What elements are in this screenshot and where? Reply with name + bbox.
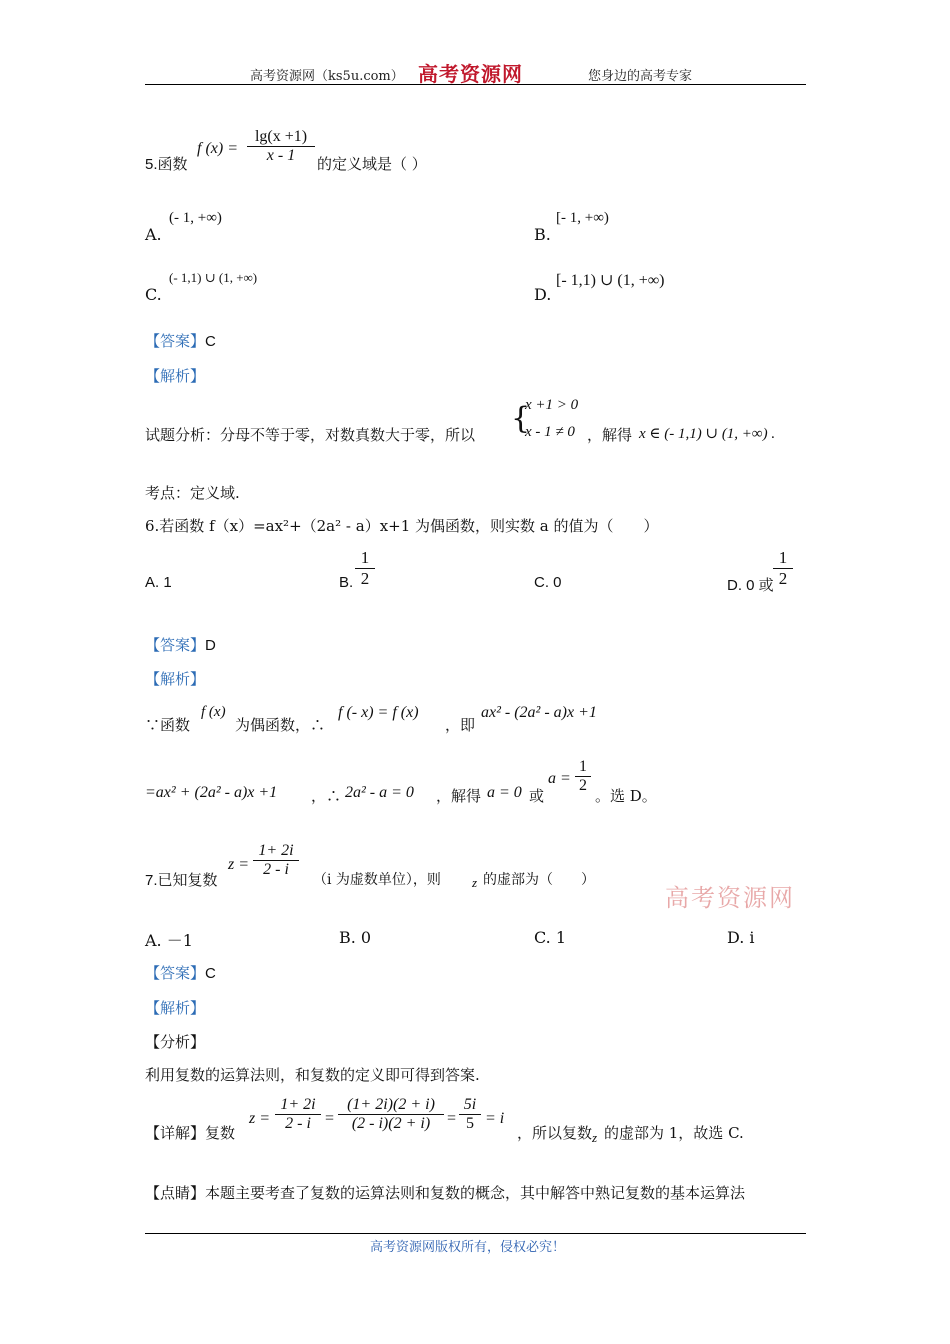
footer-rule <box>145 1233 806 1234</box>
q7-detail-den1: 2 - i <box>275 1114 321 1133</box>
q7-dianjing: 【点睛】本题主要考查了复数的运算法则和复数的概念，其中解答中熟记复数的基本运算法 <box>145 1184 746 1202</box>
q5-solve-result: x ∈ (- 1,1) ∪ (1, +∞) . <box>639 426 776 442</box>
q7-detail-fraction-1 <box>275 1096 321 1133</box>
q7-detail-eq: = <box>325 1110 335 1127</box>
q7-fraction <box>253 842 299 879</box>
q5-den: x - 1 <box>247 146 315 165</box>
q6-line1-b: 为偶函数，∴ <box>235 716 326 734</box>
q7-detail-den2: (2 - i)(2 + i) <box>338 1114 444 1133</box>
q6-line2-eq: 2a² - a = 0 <box>345 784 414 801</box>
q5-system-line2: x - 1 ≠ 0 <box>525 424 575 440</box>
q7-analysis-tag: 【解析】 <box>145 999 206 1017</box>
header-left: 高考资源网（ks5u.com） <box>250 69 404 84</box>
q7-den: 2 - i <box>253 860 299 879</box>
q5-suffix: 的定义域是（ ） <box>317 155 427 173</box>
q6-line1-fx: f (x) <box>201 704 226 720</box>
q7-fenxi-text: 利用复数的运算法则，和复数的定义即可得到答案. <box>145 1066 480 1084</box>
q5-system-brace: { <box>511 401 531 436</box>
q6-line2-a0: a = 0 <box>487 784 522 801</box>
q6-option-d-den: 2 <box>773 568 793 589</box>
q6-line1-a: ∵函数 <box>145 716 191 734</box>
q6-option-d-fraction <box>773 548 793 589</box>
q6-line2-den: 2 <box>575 776 591 795</box>
q6-option-a: A. 1 <box>145 574 172 591</box>
q7-z-eq: z = <box>228 856 250 873</box>
q6-line2-a: a = <box>548 770 571 787</box>
q5-analysis-tag: 【解析】 <box>145 367 206 385</box>
q6-line2-fraction <box>575 758 591 795</box>
q7-option-b: B. 0 <box>339 928 372 947</box>
q7-detail-num3: 5i <box>463 1096 477 1113</box>
q7-answer <box>145 962 216 983</box>
q6-line2-expr: =ax² + (2a² - a)x +1 <box>145 784 278 801</box>
q7-detail-z2: z <box>592 1130 598 1145</box>
header-rule <box>145 84 806 85</box>
q7-detail <box>145 1096 805 1148</box>
q6-line1-c: ，即 <box>445 716 476 734</box>
q6-line2-end: 。选 D。 <box>595 787 657 805</box>
q6-answer <box>145 634 216 655</box>
q5-option-b-value: [- 1, +∞) <box>556 210 609 226</box>
q7-suffix: 的虚部为（ ） <box>483 872 595 888</box>
header-right: 您身边的高考专家 <box>588 69 693 84</box>
q6-line2-b: ，∴ <box>311 787 342 805</box>
header-logo: 高考资源网 <box>418 62 523 86</box>
q5-option-b-label: B. <box>534 225 551 244</box>
q7-detail-text: ，所以复数 <box>517 1124 593 1142</box>
q6-line2-num: 1 <box>579 758 587 775</box>
q5-answer-tag: 【答案】 <box>145 332 206 350</box>
q7-mid: （i 为虚数单位），则 <box>313 872 441 888</box>
q7-prefix: 7.已知复数 <box>145 872 218 889</box>
q6-line2 <box>145 758 805 810</box>
q5-num: lg(x +1) <box>254 128 308 145</box>
q7-option-a: A. －1 <box>145 931 193 950</box>
q6-option-b-fraction <box>355 548 375 589</box>
q5-solve-text: ，解得 <box>587 426 633 444</box>
q6-answer-value: D <box>205 637 216 654</box>
q6-option-c: C. 0 <box>534 574 562 591</box>
q7-answer-tag: 【答案】 <box>145 964 206 982</box>
q6-line1 <box>145 700 805 740</box>
q7-detail-tag: 【详解】复数 <box>145 1124 236 1142</box>
q5-analysis-text: 试题分析：分母不等于零，对数真数大于零，所以 <box>145 426 476 444</box>
q6-option-d-num: 1 <box>778 548 788 567</box>
q5-prefix: 5.函数 <box>145 156 188 173</box>
q7-option-d: D. i <box>727 928 755 947</box>
q6-option-d-label: D. 0 或 <box>727 577 774 594</box>
q6-line2-or: 或 <box>529 787 545 805</box>
q7-detail-den3: 5 <box>459 1114 481 1133</box>
q5-option-d-label: D. <box>534 285 552 304</box>
q7-detail-fraction-3 <box>459 1096 481 1133</box>
q7-detail-num1: 1+ 2i <box>280 1096 316 1113</box>
q7-detail-end: 的虚部为 1，故选 C. <box>604 1124 744 1142</box>
q5-option-c-value: (- 1,1) ∪ (1, +∞) <box>169 270 258 285</box>
q5-answer-value: C <box>205 333 216 350</box>
q6-option-b-den: 2 <box>355 568 375 589</box>
q5-fraction <box>247 128 315 165</box>
q6-stem: 6.若函数 f（x）=ax²+（2a² - a）x+1 为偶函数，则实数 a 的值为（ ） <box>145 517 659 535</box>
q6-option-b-num: 1 <box>360 548 370 567</box>
q7-z: z <box>472 875 478 890</box>
q5-lhs: f (x) = <box>197 140 238 157</box>
q6-line1-expr: ax² - (2a² - a)x +1 <box>481 704 597 721</box>
q6-analysis-tag: 【解析】 <box>145 670 206 688</box>
q6-line2-c: ，解得 <box>436 787 482 805</box>
q7-detail-fraction-2 <box>338 1096 444 1133</box>
q7-option-c: C. 1 <box>534 928 567 947</box>
q7-detail-z: z = <box>249 1110 271 1127</box>
q6-line1-eq: f (- x) = f (x) <box>338 704 419 721</box>
q7-detail-num2: (1+ 2i)(2 + i) <box>347 1096 435 1113</box>
q5-option-a-value: (- 1, +∞) <box>169 210 222 226</box>
q5-kaodian: 考点：定义域. <box>145 484 240 502</box>
q7-detail-eq-i: = i <box>485 1110 505 1127</box>
q7-answer-value: C <box>205 965 216 982</box>
q5-system-line1: x +1 > 0 <box>525 397 579 413</box>
q5-option-a-label: A. <box>145 225 162 244</box>
q5-option-c-label: C. <box>145 285 162 304</box>
footer-text: 高考资源网版权所有，侵权必究！ <box>370 1240 566 1255</box>
q7-detail-eq2: = <box>447 1110 457 1127</box>
q5-analysis <box>145 395 805 445</box>
q7-num: 1+ 2i <box>258 842 294 859</box>
q6-option-b-label: B. <box>339 574 354 591</box>
q6-answer-tag: 【答案】 <box>145 636 206 654</box>
q7-fenxi-tag: 【分析】 <box>145 1033 206 1051</box>
q5-option-d-value: [- 1,1) ∪ (1, +∞) <box>556 272 665 289</box>
q5-answer <box>145 330 216 351</box>
q7-watermark: 高考资源网 <box>665 884 795 912</box>
